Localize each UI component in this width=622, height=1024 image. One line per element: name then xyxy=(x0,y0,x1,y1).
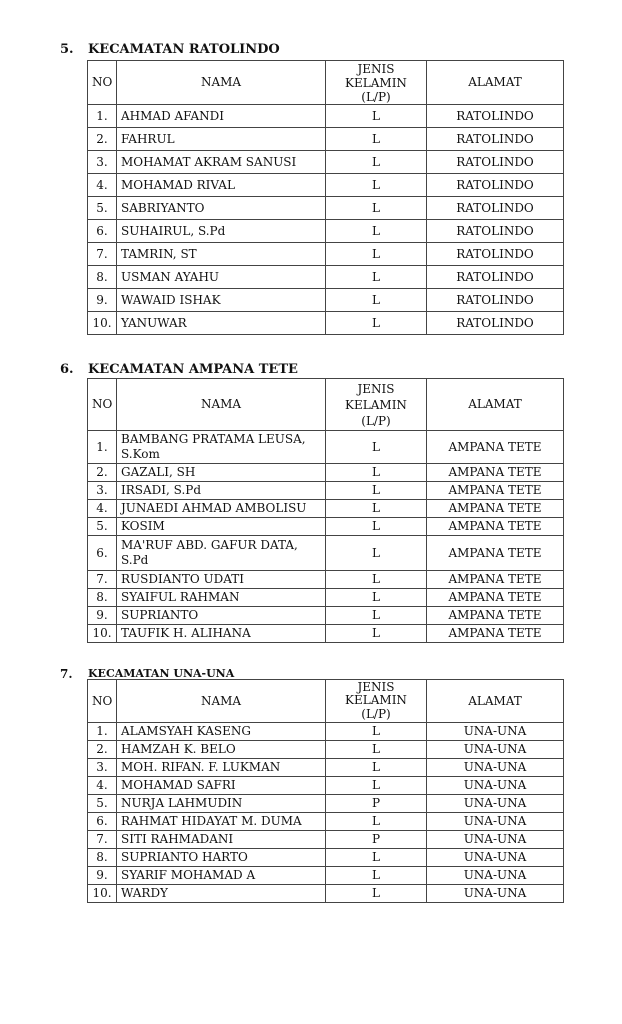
row-number: 4. xyxy=(88,174,117,197)
name-cell xyxy=(117,885,326,903)
name-cell xyxy=(117,220,326,243)
column-header-jenis-kelamin xyxy=(326,680,427,723)
section-number: 5. xyxy=(60,42,74,57)
address-cell: AMPANA TETE xyxy=(427,431,564,464)
name-text: SABRIYANTO xyxy=(121,200,205,215)
name-cell xyxy=(117,500,326,518)
name-text: TAUFIK H. ALIHANA xyxy=(121,626,251,640)
column-header-jenis-kelamin xyxy=(326,379,427,431)
name-text: MOH. RIFAN. F. LUKMAN xyxy=(121,760,281,774)
name-text: ALAMSYAH KASENG xyxy=(121,724,251,738)
table-row xyxy=(88,464,564,482)
table-row xyxy=(88,831,564,849)
name-text: KOSIM xyxy=(121,519,165,533)
row-number: 7. xyxy=(88,571,117,589)
table-row xyxy=(88,128,564,151)
table-row xyxy=(88,151,564,174)
gender-cell: L xyxy=(326,589,427,607)
column-header-jenis-kelamin-line: KELAMIN xyxy=(345,693,407,708)
gender-cell: P xyxy=(326,795,427,813)
row-number: 6. xyxy=(88,813,117,831)
gender-cell: L xyxy=(326,759,427,777)
gender-cell: L xyxy=(326,741,427,759)
name-cell xyxy=(117,723,326,741)
gender-cell: L xyxy=(326,536,427,571)
column-header-jenis-kelamin-line: JENIS xyxy=(357,61,395,76)
member-table xyxy=(87,679,564,903)
row-number: 7. xyxy=(88,831,117,849)
section-number: 6. xyxy=(60,362,74,377)
table-row xyxy=(88,482,564,500)
row-number: 1. xyxy=(88,723,117,741)
name-text: USMAN AYAHU xyxy=(121,269,220,284)
row-number: 3. xyxy=(88,151,117,174)
gender-cell: L xyxy=(326,464,427,482)
name-cell xyxy=(117,431,326,464)
row-number: 5. xyxy=(88,197,117,220)
table-row xyxy=(88,536,564,571)
name-text: WARDY xyxy=(121,886,168,900)
gender-cell: L xyxy=(326,220,427,243)
row-number: 5. xyxy=(88,795,117,813)
column-header-no: NO xyxy=(88,379,117,431)
gender-cell: L xyxy=(326,312,427,335)
column-header-jenis-kelamin-line: KELAMIN xyxy=(345,75,407,90)
name-text: BAMBANG PRATAMA LEUSA, S.Kom xyxy=(121,432,306,461)
section-number: 7. xyxy=(60,667,73,681)
table-row xyxy=(88,885,564,903)
column-header-jenis-kelamin-line: KELAMIN xyxy=(345,397,407,412)
column-header-jenis-kelamin-line: (L/P) xyxy=(361,706,391,721)
row-number: 9. xyxy=(88,289,117,312)
name-cell xyxy=(117,813,326,831)
row-number: 3. xyxy=(88,482,117,500)
table-row xyxy=(88,518,564,536)
name-text: YANUWAR xyxy=(121,315,187,330)
name-text: NURJA LAHMUDIN xyxy=(121,796,243,810)
table-row xyxy=(88,197,564,220)
gender-cell: L xyxy=(326,849,427,867)
table-body xyxy=(88,723,564,903)
row-number: 10. xyxy=(88,625,117,643)
address-cell: RATOLINDO xyxy=(427,312,564,335)
address-cell: UNA-UNA xyxy=(427,759,564,777)
column-header-no: NO xyxy=(88,61,117,105)
row-number: 9. xyxy=(88,867,117,885)
table-header xyxy=(88,61,564,105)
name-cell xyxy=(117,536,326,571)
name-cell xyxy=(117,795,326,813)
column-header-no: NO xyxy=(88,680,117,723)
table-row xyxy=(88,220,564,243)
name-cell xyxy=(117,105,326,128)
name-cell xyxy=(117,243,326,266)
name-text: SUHAIRUL, S.Pd xyxy=(121,223,226,238)
name-cell xyxy=(117,831,326,849)
address-cell: AMPANA TETE xyxy=(427,500,564,518)
section-title: KECAMATAN UNA-UNA xyxy=(88,667,235,680)
table-row xyxy=(88,243,564,266)
row-number: 2. xyxy=(88,464,117,482)
table-row xyxy=(88,105,564,128)
name-cell xyxy=(117,759,326,777)
name-text: MOHAMAD SAFRI xyxy=(121,778,236,792)
row-number: 2. xyxy=(88,741,117,759)
table-row xyxy=(88,266,564,289)
address-cell: RATOLINDO xyxy=(427,151,564,174)
row-number: 2. xyxy=(88,128,117,151)
address-cell: AMPANA TETE xyxy=(427,625,564,643)
row-number: 5. xyxy=(88,518,117,536)
name-text: SUPRIANTO HARTO xyxy=(121,850,248,864)
address-cell: RATOLINDO xyxy=(427,220,564,243)
name-text: HAMZAH K. BELO xyxy=(121,742,236,756)
member-table xyxy=(87,60,564,335)
column-header-alamat: ALAMAT xyxy=(427,61,564,105)
name-cell xyxy=(117,849,326,867)
gender-cell: L xyxy=(326,174,427,197)
gender-cell: L xyxy=(326,885,427,903)
name-text: SUPRIANTO xyxy=(121,608,199,622)
address-cell: AMPANA TETE xyxy=(427,464,564,482)
row-number: 4. xyxy=(88,500,117,518)
column-header-alamat: ALAMAT xyxy=(427,680,564,723)
name-cell xyxy=(117,482,326,500)
gender-cell: L xyxy=(326,431,427,464)
row-number: 8. xyxy=(88,589,117,607)
address-cell: RATOLINDO xyxy=(427,174,564,197)
gender-cell: L xyxy=(326,105,427,128)
gender-cell: P xyxy=(326,831,427,849)
row-number: 1. xyxy=(88,431,117,464)
column-header-jenis-kelamin-line: JENIS xyxy=(357,381,395,396)
table-row xyxy=(88,174,564,197)
table-body xyxy=(88,105,564,335)
name-cell xyxy=(117,289,326,312)
table-body xyxy=(88,431,564,643)
gender-cell: L xyxy=(326,625,427,643)
row-number: 6. xyxy=(88,536,117,571)
column-header-nama: NAMA xyxy=(117,379,326,431)
address-cell: UNA-UNA xyxy=(427,795,564,813)
column-header-alamat: ALAMAT xyxy=(427,379,564,431)
address-cell: RATOLINDO xyxy=(427,105,564,128)
gender-cell: L xyxy=(326,128,427,151)
name-cell xyxy=(117,607,326,625)
row-number: 1. xyxy=(88,105,117,128)
table-row xyxy=(88,312,564,335)
table-row xyxy=(88,795,564,813)
section-title: KECAMATAN RATOLINDO xyxy=(88,42,280,57)
address-cell: UNA-UNA xyxy=(427,885,564,903)
address-cell: UNA-UNA xyxy=(427,867,564,885)
address-cell: UNA-UNA xyxy=(427,741,564,759)
table-row xyxy=(88,777,564,795)
row-number: 4. xyxy=(88,777,117,795)
name-cell xyxy=(117,518,326,536)
table-row xyxy=(88,849,564,867)
gender-cell: L xyxy=(326,482,427,500)
column-header-nama: NAMA xyxy=(117,61,326,105)
column-header-nama: NAMA xyxy=(117,680,326,723)
header-row xyxy=(88,61,564,105)
table-row xyxy=(88,571,564,589)
column-header-jenis-kelamin-line: (L/P) xyxy=(361,89,391,104)
table-row xyxy=(88,741,564,759)
name-text: SITI RAHMADANI xyxy=(121,832,234,846)
name-text: RAHMAT HIDAYAT M. DUMA xyxy=(121,814,302,828)
gender-cell: L xyxy=(326,243,427,266)
row-number: 10. xyxy=(88,312,117,335)
address-cell: RATOLINDO xyxy=(427,243,564,266)
table-row xyxy=(88,867,564,885)
row-number: 9. xyxy=(88,607,117,625)
address-cell: AMPANA TETE xyxy=(427,607,564,625)
name-cell xyxy=(117,867,326,885)
table-row xyxy=(88,607,564,625)
gender-cell: L xyxy=(326,500,427,518)
gender-cell: L xyxy=(326,518,427,536)
address-cell: UNA-UNA xyxy=(427,777,564,795)
row-number: 3. xyxy=(88,759,117,777)
name-text: AHMAD AFANDI xyxy=(121,108,224,123)
address-cell: AMPANA TETE xyxy=(427,518,564,536)
table-row xyxy=(88,759,564,777)
name-text: RUSDIANTO UDATI xyxy=(121,572,245,586)
address-cell: RATOLINDO xyxy=(427,128,564,151)
table-row xyxy=(88,431,564,464)
name-text: TAMRIN, ST xyxy=(121,246,197,261)
address-cell: AMPANA TETE xyxy=(427,571,564,589)
table-row xyxy=(88,813,564,831)
column-header-jenis-kelamin xyxy=(326,61,427,105)
address-cell: UNA-UNA xyxy=(427,813,564,831)
name-cell xyxy=(117,625,326,643)
row-number: 8. xyxy=(88,266,117,289)
gender-cell: L xyxy=(326,777,427,795)
name-text: FAHRUL xyxy=(121,131,175,146)
header-row xyxy=(88,680,564,723)
header-row xyxy=(88,379,564,431)
name-text: IRSADI, S.Pd xyxy=(121,483,202,497)
gender-cell: L xyxy=(326,266,427,289)
row-number: 6. xyxy=(88,220,117,243)
name-cell xyxy=(117,174,326,197)
name-cell xyxy=(117,464,326,482)
address-cell: UNA-UNA xyxy=(427,831,564,849)
name-text: MA'RUF ABD. GAFUR DATA, S.Pd xyxy=(121,538,298,567)
address-cell: RATOLINDO xyxy=(427,197,564,220)
address-cell: AMPANA TETE xyxy=(427,536,564,571)
table-row xyxy=(88,289,564,312)
name-cell xyxy=(117,128,326,151)
name-text: MOHAMAD RIVAL xyxy=(121,177,235,192)
name-text: JUNAEDI AHMAD AMBOLISU xyxy=(121,501,307,515)
name-cell xyxy=(117,151,326,174)
name-cell xyxy=(117,197,326,220)
row-number: 10. xyxy=(88,885,117,903)
name-text: SYARIF MOHAMAD A xyxy=(121,868,256,882)
gender-cell: L xyxy=(326,607,427,625)
gender-cell: L xyxy=(326,289,427,312)
gender-cell: L xyxy=(326,151,427,174)
section-title: KECAMATAN AMPANA TETE xyxy=(88,362,298,377)
name-text: GAZALI, SH xyxy=(121,465,196,479)
column-header-jenis-kelamin-line: JENIS xyxy=(357,679,395,694)
gender-cell: L xyxy=(326,813,427,831)
name-cell xyxy=(117,266,326,289)
table-row xyxy=(88,500,564,518)
column-header-jenis-kelamin-line: (L/P) xyxy=(361,413,391,428)
address-cell: UNA-UNA xyxy=(427,723,564,741)
name-cell xyxy=(117,777,326,795)
row-number: 8. xyxy=(88,849,117,867)
name-text: WAWAID ISHAK xyxy=(121,292,221,307)
table-row xyxy=(88,625,564,643)
row-number: 7. xyxy=(88,243,117,266)
name-cell xyxy=(117,312,326,335)
table-row xyxy=(88,589,564,607)
table-header xyxy=(88,680,564,723)
address-cell: AMPANA TETE xyxy=(427,589,564,607)
gender-cell: L xyxy=(326,723,427,741)
gender-cell: L xyxy=(326,197,427,220)
name-cell xyxy=(117,741,326,759)
table-row xyxy=(88,723,564,741)
address-cell: RATOLINDO xyxy=(427,266,564,289)
name-cell xyxy=(117,589,326,607)
address-cell: AMPANA TETE xyxy=(427,482,564,500)
address-cell: RATOLINDO xyxy=(427,289,564,312)
gender-cell: L xyxy=(326,571,427,589)
name-text: MOHAMAT AKRAM SANUSI xyxy=(121,154,297,169)
name-cell xyxy=(117,571,326,589)
member-table xyxy=(87,378,564,643)
address-cell: UNA-UNA xyxy=(427,849,564,867)
gender-cell: L xyxy=(326,867,427,885)
table-header xyxy=(88,379,564,431)
name-text: SYAIFUL RAHMAN xyxy=(121,590,240,604)
